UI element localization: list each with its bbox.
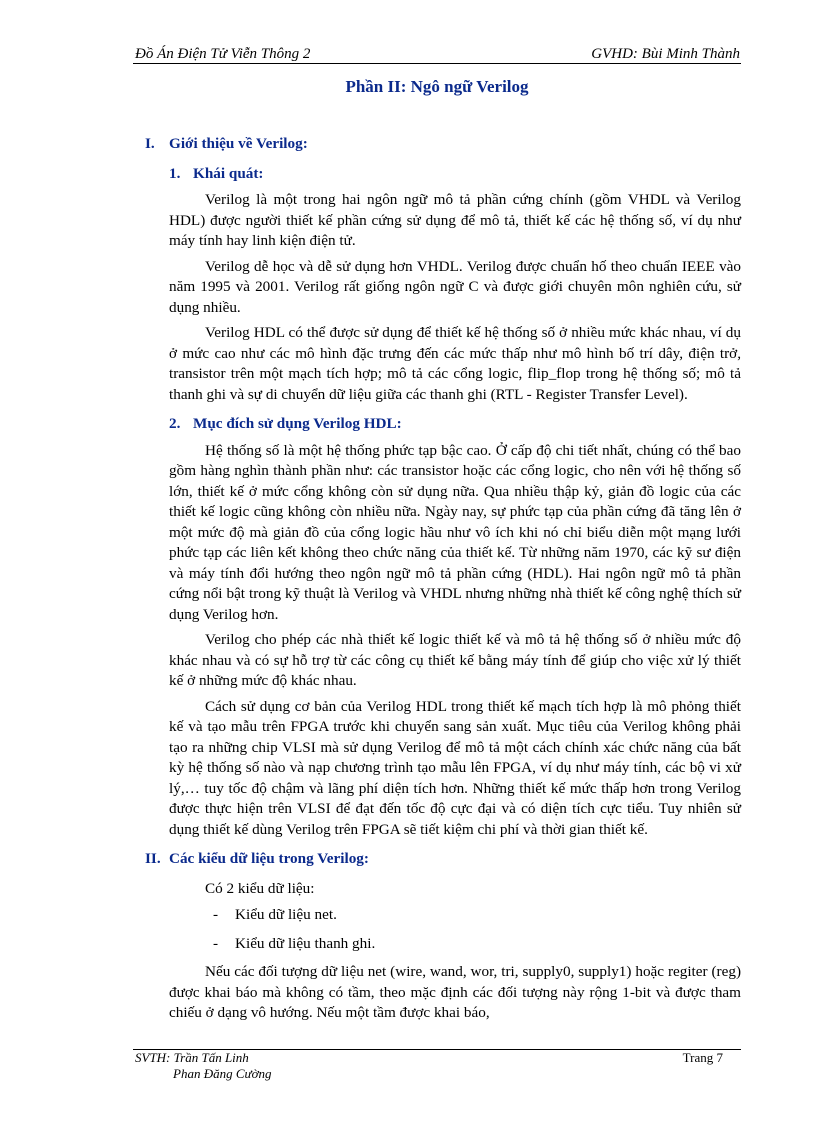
section-title: Giới thiệu về Verilog:: [169, 135, 308, 152]
subsection-heading-2: [133, 414, 741, 435]
subsection-heading-1: [133, 164, 741, 185]
section-number: I.: [145, 135, 155, 152]
section-number: II.: [145, 850, 161, 867]
section-title: Các kiểu dữ liệu trong Verilog:: [169, 850, 369, 867]
section-heading-1: [133, 134, 741, 155]
intro-line: Có 2 kiểu dữ liệu:: [205, 879, 315, 897]
list-item-text: Kiểu dữ liệu net.: [235, 906, 337, 923]
subsection-title: Mục đích sử dụng Verilog HDL:: [193, 415, 402, 432]
page-number: Trang 7: [682, 1050, 723, 1065]
paragraph: Verilog là một trong hai ngôn ngữ mô tả phần cứng chính (gồm VHDL và Verilog HDL) được người thiết kế phần cứng sử dụng để mô tả, thiết kế các hệ thống số, ví dụ như máy tính hay linh kiện điện tử.: [169, 191, 741, 249]
footer-student-2: Phan Đăng Cường: [173, 1066, 272, 1081]
paragraph: Verilog HDL có thể được sử dụng để thiết kế hệ thống số ở nhiều mức khác nhau, ví dụ ở mức cao như các mô hình đặc trưng đến các mức thấp như mô hình bố trí dây, điện trở, transistor trên một mạch tích hợp; mô tả các cổng logic, flip_flop trong hệ thống số; mô tả thanh ghi và sự di chuyển dữ liệu giữa các thanh ghi (RTL - Register Transfer Level).: [169, 324, 741, 403]
subsection-number: 2.: [169, 415, 181, 432]
subsection-title: Khái quát:: [193, 164, 264, 182]
paragraph: Verilog cho phép các nhà thiết kế logic thiết kế và mô tả hệ thống số ở nhiều mức độ khác nhau và có sự hỗ trợ từ các công cụ thiết kế bằng máy tính để giúp cho việc xử lý thiết kế ở những mức độ khác nhau.: [169, 631, 741, 689]
page-title: Phần II: Ngô ngữ Verilog: [345, 77, 529, 96]
header-divider: [133, 63, 741, 64]
paragraph: Cách sử dụng cơ bản của Verilog HDL trong thiết kế mạch tích hợp là mô phỏng thiết kế và tạo mẫu trên FPGA trước khi chuyển sang sản xuất. Mục tiêu của Verilog không phải tạo ra những chip VLSI mà sử dụng Verilog để mô tả một cách chính xác chức năng của bất kỳ hệ thống số nào và nạp chương trình tạo mẫu lên FPGA, ví dụ như máy tính, các bộ vi xử lý,… tuy tốc độ chậm và lãng phí diện tích hơn. Những thiết kế mức thấp hơn trong Verilog được thực hiện trên VLSI để đạt đến tốc độ cực đại và có diện tích cực tiểu. Tuy nhiên sử dụng thiết kế dùng Verilog trên FPGA sẽ tiết kiệm chi phí và thời gian thiết kế.: [169, 697, 741, 838]
paragraph: Hệ thống số là một hệ thống phức tạp bậc cao. Ở cấp độ chi tiết nhất, chúng có thể bao gồm hàng nghìn thành phần như: các transistor hoặc các cổng logic, cho nên với hệ thống số lớn, thiết kế ở mức cổng không còn sử dụng nữa. Qua nhiều thập kỷ, giản đồ logic của các thiết kế logic cũng không còn nhiều nữa. Ngày nay, sự phức tạp của phần cứng đã tăng lên ở một mức độ mà giản đồ của cổng logic hầu như vô ích khi nó chỉ biểu diễn một mạng lưới phức tạp các liên kết không theo chức năng của thiết kế. Từ những năm 1970, các kỹ sư điện và máy tính đổi hướng theo ngôn ngữ mô tả phần cứng (HDL). Hai ngôn ngữ mô tả phần cứng nổi bật trong kỹ thuật là Verilog và VHDL nhưng những nhà thiết kế công nghệ thích sử dụng Verilog hơn.: [169, 441, 741, 623]
header-course-title: Đồ Án Điện Tử Viễn Thông 2: [135, 46, 311, 62]
paragraph: Nếu các đối tượng dữ liệu net (wire, wand, wor, tri, supply0, supply1) hoặc regiter (reg) được khai báo mà không có tầm, theo mặc định các đối tượng này rộng 1-bit và được tham chiếu ở dạng vô hướng. Nếu một tầm được khai báo,: [169, 963, 741, 1021]
list-item-text: Kiểu dữ liệu thanh ghi.: [235, 934, 376, 952]
header-advisor: GVHD: Bùi Minh Thành: [591, 46, 740, 62]
paragraph: Verilog dễ học và dễ sử dụng hơn VHDL. Verilog được chuẩn hố theo chuẩn IEEE vào năm 1995 và 2001. Verilog rất giống ngôn ngữ C và được giới chuyên môn nghiên cứu, sử dụng nhiều.: [169, 257, 741, 316]
list-item: [133, 905, 741, 926]
section-heading-2: [133, 849, 741, 870]
list-item: [133, 934, 741, 955]
dash-bullet-icon: -: [213, 906, 219, 923]
document-body: [133, 134, 741, 1029]
subsection-number: 1.: [169, 164, 181, 182]
dash-bullet-icon: -: [213, 934, 219, 952]
footer-student-1: SVTH: Trần Tấn Linh: [135, 1050, 249, 1065]
